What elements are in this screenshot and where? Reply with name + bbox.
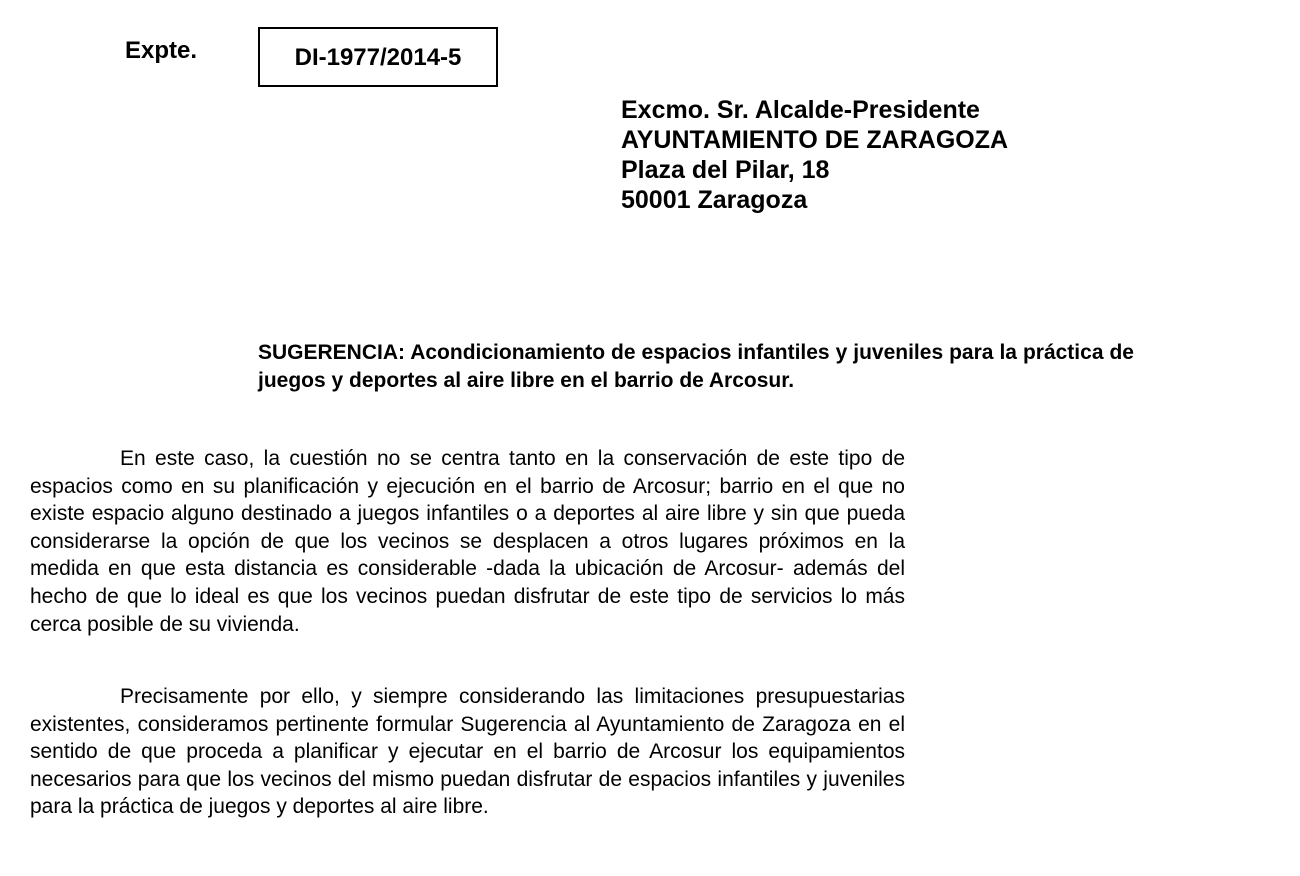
expte-label: Expte. (125, 37, 198, 64)
recipient-address (621, 95, 1008, 215)
subject-heading: SUGERENCIA: Acondicionamiento de espacios infantiles y juveniles para la práctica de juegos y deportes al aire libre en el barrio de Arcosur. (258, 341, 1134, 392)
expte-number: DI-1977/2014-5 (294, 44, 462, 71)
recipient-city: 50001 Zaragoza (621, 186, 808, 214)
recipient-organization: AYUNTAMIENTO DE ZARAGOZA (621, 126, 1009, 154)
body-paragraph: En este caso, la cuestión no se centra tanto en la conservación de este tipo de espacios como en su planificación y ejecución en el barrio de Arcosur; barrio en el que no existe espacio alguno destinado a juegos infantiles o a deportes al aire libre y sin que pueda considerarse la opción de que los vecinos se desplacen a otros lugares próximos en la medida en que esta distancia es considerable -dada la ubicación de Arcosur- además del hecho de que lo ideal es que los vecinos puedan disfrutar de este tipo de servicios lo más cerca posible de su vivienda. (30, 447, 905, 636)
expte-number-box (258, 27, 498, 87)
recipient-title: Excmo. Sr. Alcalde-Presidente (621, 96, 980, 124)
recipient-street: Plaza del Pilar, 18 (621, 156, 830, 184)
body-paragraph: Precisamente por ello, y siempre considerando las limitaciones presupuestarias existentes, consideramos pertinente formular Sugerencia al Ayuntamiento de Zaragoza en el sentido de que proceda a planificar y ejecutar en el barrio de Arcosur los equipamientos necesarios para que los vecinos del mismo puedan disfrutar de espacios infantiles y juveniles para la práctica de juegos y deportes al aire libre. (30, 685, 905, 819)
